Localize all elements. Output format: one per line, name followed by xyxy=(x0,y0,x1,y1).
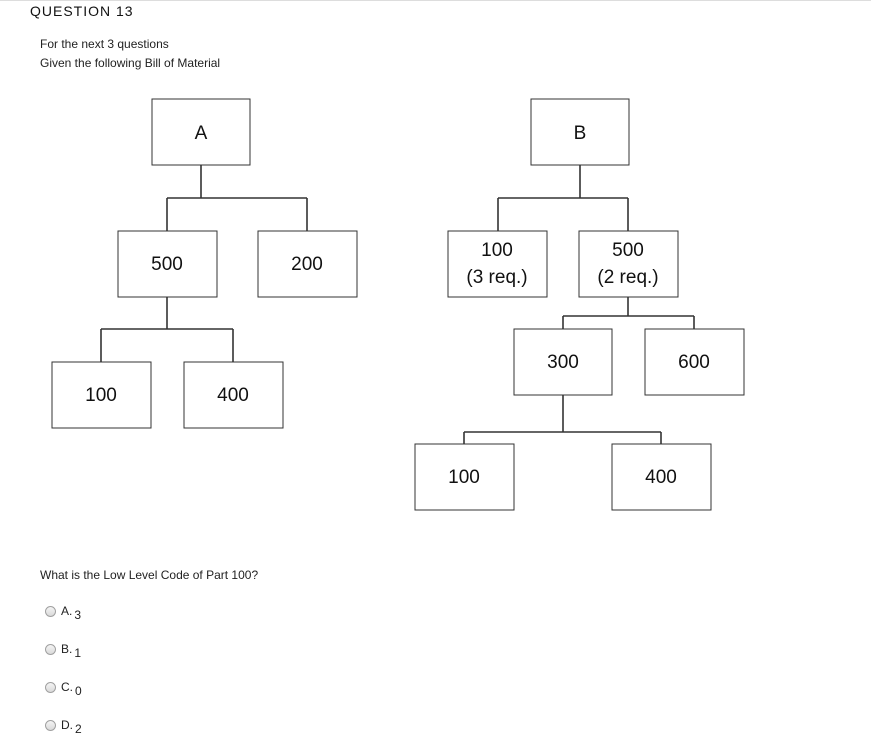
radio-button-b[interactable] xyxy=(45,644,56,655)
node-b-300 xyxy=(514,329,612,395)
node-b-100-part: 100 xyxy=(481,240,513,261)
node-b-100-lower xyxy=(415,444,514,510)
intro-line-2: Given the following Bill of Material xyxy=(40,56,221,70)
node-b-300-label: 300 xyxy=(547,352,579,373)
radio-button-d[interactable] xyxy=(45,720,56,731)
node-b-500-part: 500 xyxy=(612,240,644,261)
node-a-100-label: 100 xyxy=(85,385,117,406)
question-prompt: What is the Low Level Code of Part 100? xyxy=(40,568,259,582)
node-a xyxy=(152,99,250,165)
choice-b-value: 1 xyxy=(74,646,82,660)
node-b-600 xyxy=(645,329,744,395)
node-b-400-label: 400 xyxy=(645,467,677,488)
node-b-500-qty: (2 req.) xyxy=(597,267,659,288)
node-a-200-label: 200 xyxy=(291,254,323,275)
radio-button-c[interactable] xyxy=(45,682,56,693)
choice-c-value: 0 xyxy=(75,684,82,698)
node-a-400-label: 400 xyxy=(217,385,249,406)
choice-c[interactable] xyxy=(45,678,82,696)
node-a-400 xyxy=(184,362,283,428)
node-a-200 xyxy=(258,231,357,297)
choice-b-letter: B. xyxy=(61,642,73,656)
choice-a-letter: A. xyxy=(61,604,73,618)
choice-d-value: 2 xyxy=(75,722,82,736)
choice-d-letter: D. xyxy=(61,718,73,732)
choice-a-value: 3 xyxy=(74,608,82,622)
node-b-100-qty: (3 req.) xyxy=(466,267,528,288)
node-b xyxy=(531,99,629,165)
node-a-500 xyxy=(118,231,217,297)
question-title: QUESTION 13 xyxy=(30,3,134,19)
choice-c-letter: C. xyxy=(61,680,73,694)
node-b-100 xyxy=(448,231,547,297)
node-a-label: A xyxy=(194,123,208,144)
node-b-400 xyxy=(612,444,711,510)
choice-d[interactable] xyxy=(45,716,82,734)
node-b-100-lower-label: 100 xyxy=(448,467,480,488)
radio-button-a[interactable] xyxy=(45,606,56,617)
tree-b-connectors xyxy=(464,165,694,444)
intro-line-1: For the next 3 questions xyxy=(40,37,169,51)
node-b-500 xyxy=(579,231,678,297)
node-a-100 xyxy=(52,362,151,428)
choice-b[interactable] xyxy=(45,640,81,658)
node-b-label: B xyxy=(573,123,587,144)
node-a-500-label: 500 xyxy=(151,254,183,275)
node-b-600-label: 600 xyxy=(678,352,710,373)
choice-a[interactable] xyxy=(45,602,81,620)
